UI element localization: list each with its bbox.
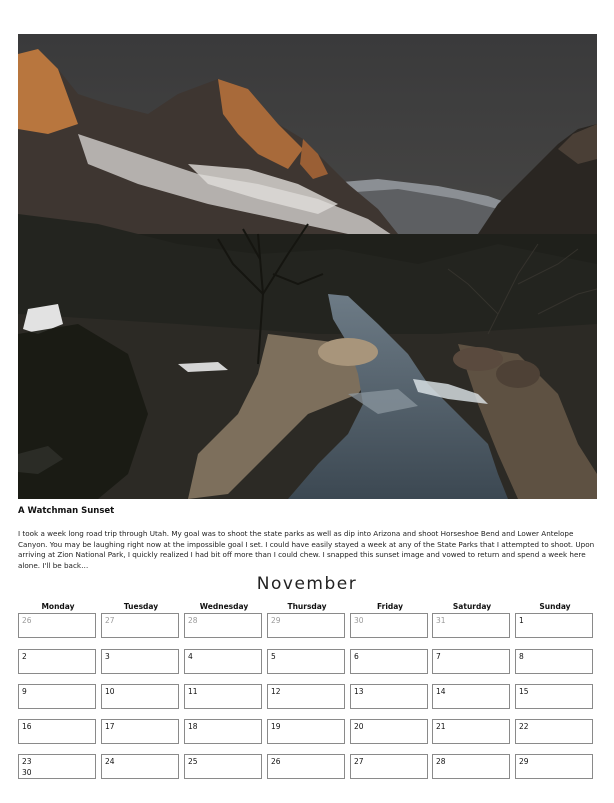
day-number: 26 — [271, 757, 281, 766]
calendar-day-cell — [184, 719, 262, 744]
calendar-day-cell — [18, 613, 96, 638]
day-number: 9 — [22, 687, 27, 696]
photo-title: A Watchman Sunset — [18, 506, 115, 516]
calendar-day-cell — [515, 649, 593, 674]
calendar-day-cell — [267, 613, 345, 638]
calendar-day-cell — [184, 754, 262, 779]
day-number: 1 — [519, 616, 524, 625]
calendar-day-cell — [432, 754, 510, 779]
day-number: 14 — [436, 687, 446, 696]
day-number: 22 — [519, 722, 529, 731]
calendar-day-cell — [350, 754, 428, 779]
day-number: 28 — [188, 616, 198, 625]
calendar-day-cell — [432, 719, 510, 744]
calendar-day-cell — [515, 613, 593, 638]
calendar-day-cell — [267, 649, 345, 674]
month-title: November — [256, 574, 358, 594]
calendar-day-cell — [18, 719, 96, 744]
weekday-tuesday: Tuesday — [123, 602, 159, 611]
calendar-day-cell — [350, 649, 428, 674]
calendar-day-cell — [184, 613, 262, 638]
weekday-thursday: Thursday — [287, 602, 327, 611]
calendar-day-cell — [101, 684, 179, 709]
day-number: 3 — [105, 652, 110, 661]
calendar-day-cell — [101, 754, 179, 779]
calendar-day-cell — [515, 754, 593, 779]
weekday-friday: Friday — [376, 602, 403, 611]
calendar-day-cell — [432, 684, 510, 709]
day-number: 6 — [354, 652, 359, 661]
day-number: 2 — [22, 652, 27, 661]
calendar-day-cell — [432, 649, 510, 674]
day-number: 18 — [188, 722, 198, 731]
day-number: 24 — [105, 757, 115, 766]
day-number: 8 — [519, 652, 524, 661]
day-number: 21 — [436, 722, 446, 731]
day-number: 4 — [188, 652, 193, 661]
day-number: 5 — [271, 652, 276, 661]
calendar-day-cell — [350, 719, 428, 744]
day-number: 27 — [354, 757, 364, 766]
day-number: 10 — [105, 687, 115, 696]
day-number: 28 — [436, 757, 446, 766]
day-number: 20 — [354, 722, 364, 731]
weekday-sunday: Sunday — [539, 602, 571, 611]
calendar-day-cell — [267, 754, 345, 779]
day-number: 30 — [354, 616, 364, 625]
day-number: 11 — [188, 687, 198, 696]
day-number: 17 — [105, 722, 115, 731]
calendar-day-cell — [184, 684, 262, 709]
day-number-secondary: 30 — [22, 768, 32, 777]
calendar-day-cell — [101, 719, 179, 744]
calendar-day-cell — [350, 684, 428, 709]
day-number: 16 — [22, 722, 32, 731]
calendar-day-cell — [432, 613, 510, 638]
calendar-day-cell — [515, 719, 593, 744]
weekday-saturday: Saturday — [452, 602, 492, 611]
day-number: 12 — [271, 687, 281, 696]
day-number: 7 — [436, 652, 441, 661]
weekday-wednesday: Wednesday — [199, 602, 249, 611]
day-number: 26 — [22, 616, 32, 625]
calendar-day-cell — [18, 754, 96, 779]
day-number: 25 — [188, 757, 198, 766]
day-number: 29 — [271, 616, 281, 625]
day-number: 15 — [519, 687, 529, 696]
calendar-day-cell — [18, 649, 96, 674]
day-number: 13 — [354, 687, 364, 696]
landscape-photo — [18, 34, 597, 499]
photo-description: I took a week long road trip through Utah. My goal was to shoot the state parks as well as dip into Arizona and shoot Horseshoe Bend and Lower Antelope Canyon. You may be laughing right now at the impossible goal I set. I could have easily stayed a week at any of the State Parks that I attempted to shoot. Upon arriving at Zion National Park, I quickly realized I had bit off more than I could chew. I snapped this sunset image and vowed to return and spend a week here alone. I'll be back… — [18, 529, 595, 570]
zion-watchman-image — [18, 34, 597, 499]
calendar-day-cell — [184, 649, 262, 674]
day-number: 27 — [105, 616, 115, 625]
day-number: 19 — [271, 722, 281, 731]
weekday-monday: Monday — [41, 602, 75, 611]
calendar-day-cell — [267, 684, 345, 709]
day-number: 31 — [436, 616, 446, 625]
day-number: 29 — [519, 757, 529, 766]
calendar-day-cell — [101, 613, 179, 638]
calendar-day-cell — [267, 719, 345, 744]
calendar-day-cell — [101, 649, 179, 674]
calendar-day-cell — [18, 684, 96, 709]
calendar-day-cell — [350, 613, 428, 638]
calendar-day-cell — [515, 684, 593, 709]
day-number: 23 — [22, 757, 32, 766]
